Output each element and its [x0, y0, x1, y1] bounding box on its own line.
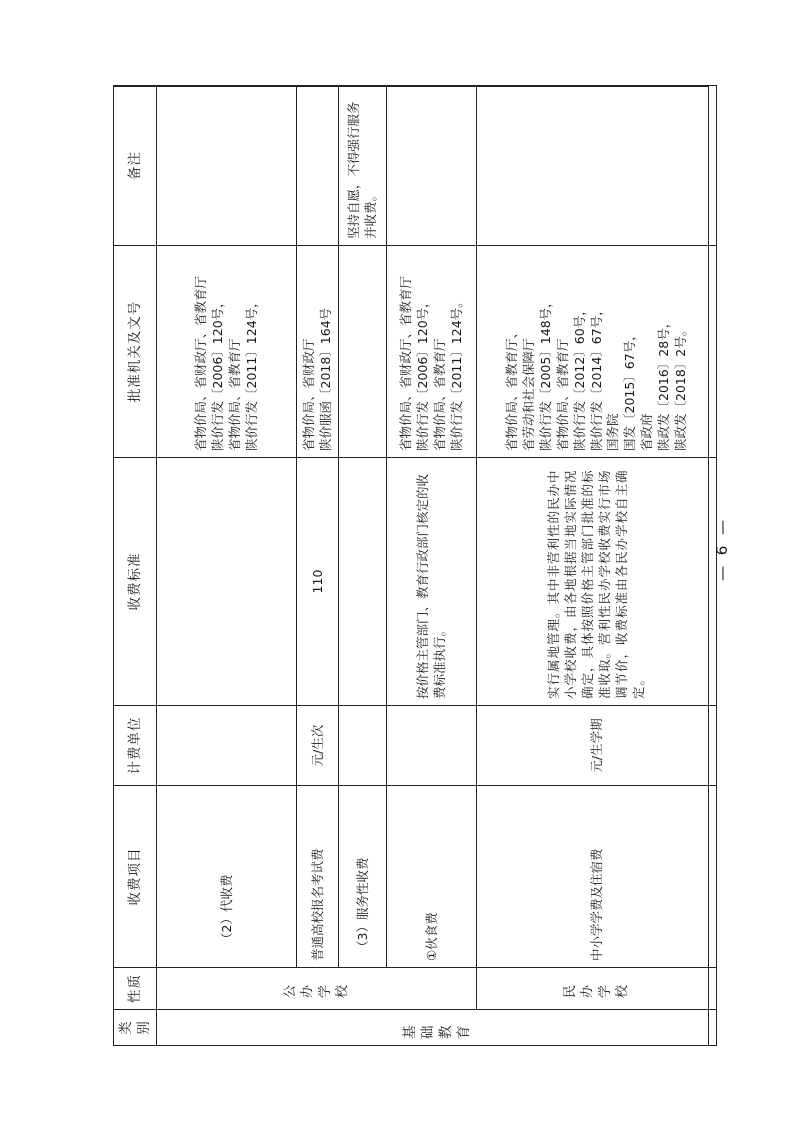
item-cell: ①伙食费: [387, 786, 477, 968]
remarks-cell: [297, 86, 339, 246]
remarks-cell: [157, 86, 297, 246]
page-number: — 6 —: [713, 516, 732, 582]
standard-cell: 110: [297, 458, 339, 706]
remarks-cell: [387, 86, 477, 246]
approval-line: 陕价行发〔2011〕124号，: [243, 295, 259, 451]
approval-line: 陕价行发〔2011〕124号。: [448, 295, 464, 451]
approval-line: 陕政发〔2016〕28号，: [656, 315, 671, 451]
approval-cell: [297, 246, 339, 458]
approval-cell: [477, 246, 717, 458]
approval-line: 省劳动和社会保障厅: [521, 338, 536, 451]
table-row: [387, 86, 477, 1046]
table-row: [157, 86, 297, 1046]
table-row: [297, 86, 339, 1046]
table-row: [339, 86, 387, 1046]
remarks-cell: 坚持自愿，不得强行服务并收费。: [339, 86, 387, 246]
unit-cell: [157, 706, 297, 786]
approval-line: 省物价局、省财政厅、省教育厅: [398, 275, 414, 451]
item-cell: 中小学学费及住宿费: [477, 786, 717, 968]
nature-public: [157, 968, 477, 1010]
approval-line: 省物价局、省财政厅: [301, 338, 317, 451]
category-cell: 基础教育: [157, 1010, 717, 1046]
approval-cell: [387, 246, 477, 458]
header-standard: 收费标准: [114, 458, 157, 706]
approval-line: 省物价局、省教育厅、: [504, 325, 520, 451]
fee-table-rotated: [113, 86, 709, 1046]
approval-line: 省物价局、省教育厅: [226, 338, 242, 451]
unit-cell: [387, 706, 477, 786]
item-cell: 普通高校报名考试费: [297, 786, 339, 968]
approval-line: 省物价局、省教育厅: [554, 338, 570, 451]
header-nature: 性质: [114, 968, 157, 1010]
approval-cell: [339, 246, 387, 458]
item-cell: （2）代收费: [157, 786, 297, 968]
nature-private: [477, 968, 717, 1010]
item-cell: （3）服务性收费: [339, 786, 387, 968]
header-remarks: 备注: [114, 86, 157, 246]
standard-cell: 实行属地管理。其中非营利性的民办中小学校收费，由各地根据当地实际情况确定，具体按照价格主管部门批准的标准收取。营利性民办学校收费实行市场调节价，收费标准由各民办学校自主确定。: [477, 458, 717, 706]
approval-line: 国发〔2015〕67号，: [622, 328, 638, 451]
approval-line: 陕价服函〔2018〕164号: [317, 307, 333, 451]
approval-line: 陕政发〔2018〕2号。: [672, 323, 688, 451]
fee-table: [113, 85, 717, 1046]
approval-line: 省物价局、省财政厅、省教育厅: [193, 275, 209, 451]
standard-cell: [339, 458, 387, 706]
unit-cell: 元/生次: [297, 706, 339, 786]
remarks-cell: [477, 86, 717, 246]
table-row: [477, 86, 717, 1046]
standard-cell: [157, 458, 297, 706]
unit-cell: 元/生学期: [477, 706, 717, 786]
approval-line: 国务院: [605, 413, 621, 451]
approval-line: 陕价行发〔2012〕60号，: [571, 303, 587, 451]
approval-cell: [157, 246, 297, 458]
approval-line: 陕价行发〔2014〕67号，: [588, 303, 604, 451]
approval-line: 省物价局、省教育厅: [431, 338, 447, 451]
nature-private-label: 民办学校: [562, 979, 631, 999]
approval-line: 陕价行发〔2006〕120号，: [210, 295, 226, 451]
header-approval: 批准机关及文号: [114, 246, 157, 458]
standard-cell: 按价格主管部门、教育行政部门核定的收费标准执行。: [387, 458, 477, 706]
header-item: 收费项目: [114, 786, 157, 968]
unit-cell: [339, 706, 387, 786]
approval-line: 省政府: [639, 413, 655, 451]
header-unit: 计费单位: [114, 706, 157, 786]
approval-line: 陕价行发〔2006〕120号，: [415, 295, 431, 451]
header-category: 类别: [114, 1010, 157, 1046]
table-header-row: [114, 86, 157, 1046]
nature-public-label: 公办学校: [282, 979, 351, 999]
approval-line: 陕价行发〔2005〕148号，: [537, 295, 553, 451]
